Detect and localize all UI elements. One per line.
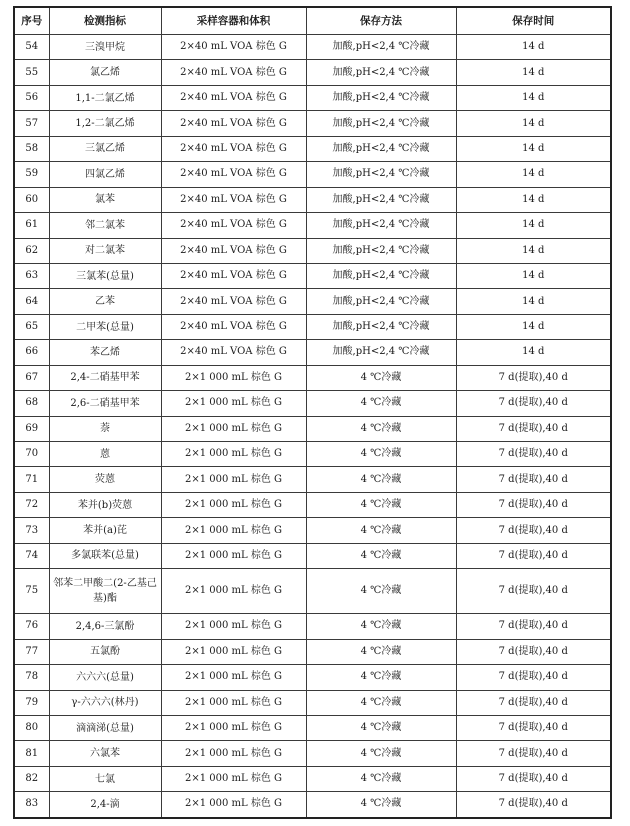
cell-no: 65 — [14, 314, 49, 339]
cell-preservation: 4 ℃冷藏 — [306, 792, 456, 818]
cell-preservation: 4 ℃冷藏 — [306, 741, 456, 766]
cell-indicator: 1,2-二氯乙烯 — [49, 111, 161, 136]
cell-preservation: 4 ℃冷藏 — [306, 715, 456, 740]
table-row — [14, 111, 611, 136]
cell-container: 2×1 000 mL 棕色 G — [161, 518, 306, 543]
cell-no: 55 — [14, 60, 49, 85]
cell-no: 59 — [14, 162, 49, 187]
cell-no: 66 — [14, 340, 49, 365]
cell-container: 2×40 mL VOA 棕色 G — [161, 263, 306, 288]
cell-preservation: 加酸,pH<2,4 ℃冷藏 — [306, 60, 456, 85]
cell-time: 7 d(提取),40 d — [456, 543, 611, 568]
cell-indicator: 萘 — [49, 416, 161, 441]
cell-indicator: 乙苯 — [49, 289, 161, 314]
cell-indicator: 苯乙烯 — [49, 340, 161, 365]
cell-container: 2×1 000 mL 棕色 G — [161, 690, 306, 715]
cell-indicator: γ-六六六(林丹) — [49, 690, 161, 715]
cell-container: 2×40 mL VOA 棕色 G — [161, 162, 306, 187]
table-row — [14, 289, 611, 314]
table-header — [14, 7, 611, 35]
preservation-table — [13, 6, 612, 819]
table-row — [14, 518, 611, 543]
cell-container: 2×1 000 mL 棕色 G — [161, 416, 306, 441]
cell-no: 67 — [14, 365, 49, 390]
cell-indicator: 邻苯二甲酸二(2-乙基己基)酯 — [49, 569, 161, 614]
table-row — [14, 365, 611, 390]
cell-container: 2×1 000 mL 棕色 G — [161, 766, 306, 791]
cell-time: 7 d(提取),40 d — [456, 365, 611, 390]
cell-preservation: 加酸,pH<2,4 ℃冷藏 — [306, 289, 456, 314]
cell-time: 14 d — [456, 136, 611, 161]
table-row — [14, 614, 611, 639]
cell-indicator: 七氯 — [49, 766, 161, 791]
cell-preservation: 4 ℃冷藏 — [306, 690, 456, 715]
cell-no: 64 — [14, 289, 49, 314]
cell-container: 2×1 000 mL 棕色 G — [161, 391, 306, 416]
cell-no: 81 — [14, 741, 49, 766]
cell-no: 72 — [14, 492, 49, 517]
cell-indicator: 五氯酚 — [49, 639, 161, 664]
header-preservation: 保存方法 — [306, 7, 456, 35]
cell-indicator: 多氯联苯(总量) — [49, 543, 161, 568]
table-row — [14, 263, 611, 288]
cell-no: 57 — [14, 111, 49, 136]
table-row — [14, 238, 611, 263]
cell-time: 7 d(提取),40 d — [456, 690, 611, 715]
header-indicator: 检测指标 — [49, 7, 161, 35]
cell-preservation: 加酸,pH<2,4 ℃冷藏 — [306, 162, 456, 187]
cell-time: 14 d — [456, 238, 611, 263]
cell-preservation: 4 ℃冷藏 — [306, 665, 456, 690]
cell-time: 7 d(提取),40 d — [456, 442, 611, 467]
cell-container: 2×1 000 mL 棕色 G — [161, 665, 306, 690]
cell-container: 2×1 000 mL 棕色 G — [161, 442, 306, 467]
cell-indicator: 对二氯苯 — [49, 238, 161, 263]
cell-time: 14 d — [456, 187, 611, 212]
cell-preservation: 4 ℃冷藏 — [306, 543, 456, 568]
table-row — [14, 690, 611, 715]
header-time: 保存时间 — [456, 7, 611, 35]
cell-time: 14 d — [456, 60, 611, 85]
cell-container: 2×1 000 mL 棕色 G — [161, 492, 306, 517]
header-row — [14, 7, 611, 35]
cell-container: 2×40 mL VOA 棕色 G — [161, 35, 306, 60]
header-no: 序号 — [14, 7, 49, 35]
cell-indicator: 荧蒽 — [49, 467, 161, 492]
cell-preservation: 4 ℃冷藏 — [306, 467, 456, 492]
cell-container: 2×1 000 mL 棕色 G — [161, 543, 306, 568]
cell-indicator: 二甲苯(总量) — [49, 314, 161, 339]
cell-no: 76 — [14, 614, 49, 639]
cell-indicator: 蒽 — [49, 442, 161, 467]
table-row — [14, 391, 611, 416]
cell-container: 2×1 000 mL 棕色 G — [161, 741, 306, 766]
cell-indicator: 2,4-二硝基甲苯 — [49, 365, 161, 390]
cell-preservation: 4 ℃冷藏 — [306, 391, 456, 416]
cell-indicator: 四氯乙烯 — [49, 162, 161, 187]
cell-time: 7 d(提取),40 d — [456, 665, 611, 690]
cell-container: 2×1 000 mL 棕色 G — [161, 792, 306, 818]
table-row — [14, 467, 611, 492]
cell-indicator: 1,1-二氯乙烯 — [49, 85, 161, 110]
cell-no: 75 — [14, 569, 49, 614]
cell-time: 14 d — [456, 85, 611, 110]
table-row — [14, 314, 611, 339]
cell-preservation: 4 ℃冷藏 — [306, 766, 456, 791]
cell-indicator: 三氯乙烯 — [49, 136, 161, 161]
cell-container: 2×40 mL VOA 棕色 G — [161, 187, 306, 212]
cell-no: 61 — [14, 213, 49, 238]
table-body — [14, 35, 611, 818]
table-row — [14, 665, 611, 690]
cell-preservation: 加酸,pH<2,4 ℃冷藏 — [306, 238, 456, 263]
cell-time: 14 d — [456, 340, 611, 365]
cell-time: 7 d(提取),40 d — [456, 614, 611, 639]
table-row — [14, 766, 611, 791]
cell-no: 79 — [14, 690, 49, 715]
cell-no: 74 — [14, 543, 49, 568]
table-row — [14, 136, 611, 161]
cell-no: 60 — [14, 187, 49, 212]
cell-time: 14 d — [456, 213, 611, 238]
cell-container: 2×40 mL VOA 棕色 G — [161, 340, 306, 365]
cell-no: 62 — [14, 238, 49, 263]
cell-indicator: 苯并(b)荧蒽 — [49, 492, 161, 517]
cell-indicator: 滴滴涕(总量) — [49, 715, 161, 740]
cell-indicator: 三氯苯(总量) — [49, 263, 161, 288]
cell-time: 7 d(提取),40 d — [456, 715, 611, 740]
cell-time: 14 d — [456, 263, 611, 288]
cell-indicator: 2,4-滴 — [49, 792, 161, 818]
cell-time: 7 d(提取),40 d — [456, 792, 611, 818]
cell-container: 2×40 mL VOA 棕色 G — [161, 60, 306, 85]
cell-container: 2×1 000 mL 棕色 G — [161, 467, 306, 492]
table-row — [14, 715, 611, 740]
cell-no: 63 — [14, 263, 49, 288]
cell-no: 69 — [14, 416, 49, 441]
cell-time: 7 d(提取),40 d — [456, 467, 611, 492]
cell-container: 2×40 mL VOA 棕色 G — [161, 238, 306, 263]
cell-indicator: 2,6-二硝基甲苯 — [49, 391, 161, 416]
cell-container: 2×40 mL VOA 棕色 G — [161, 213, 306, 238]
cell-no: 77 — [14, 639, 49, 664]
cell-container: 2×40 mL VOA 棕色 G — [161, 136, 306, 161]
cell-no: 80 — [14, 715, 49, 740]
cell-indicator: 六氯苯 — [49, 741, 161, 766]
cell-preservation: 加酸,pH<2,4 ℃冷藏 — [306, 85, 456, 110]
cell-time: 14 d — [456, 111, 611, 136]
cell-preservation: 加酸,pH<2,4 ℃冷藏 — [306, 314, 456, 339]
cell-time: 14 d — [456, 35, 611, 60]
cell-container: 2×1 000 mL 棕色 G — [161, 365, 306, 390]
cell-no: 68 — [14, 391, 49, 416]
cell-container: 2×40 mL VOA 棕色 G — [161, 111, 306, 136]
cell-indicator: 苯并(a)芘 — [49, 518, 161, 543]
cell-indicator: 氯苯 — [49, 187, 161, 212]
cell-indicator: 六六六(总量) — [49, 665, 161, 690]
table-row — [14, 213, 611, 238]
cell-preservation: 4 ℃冷藏 — [306, 569, 456, 614]
table-row — [14, 543, 611, 568]
cell-time: 7 d(提取),40 d — [456, 391, 611, 416]
cell-container: 2×40 mL VOA 棕色 G — [161, 289, 306, 314]
cell-container: 2×40 mL VOA 棕色 G — [161, 85, 306, 110]
cell-no: 56 — [14, 85, 49, 110]
cell-preservation: 4 ℃冷藏 — [306, 492, 456, 517]
cell-preservation: 4 ℃冷藏 — [306, 639, 456, 664]
header-container: 采样容器和体积 — [161, 7, 306, 35]
table-row — [14, 416, 611, 441]
cell-indicator: 2,4,6-三氯酚 — [49, 614, 161, 639]
cell-preservation: 加酸,pH<2,4 ℃冷藏 — [306, 136, 456, 161]
table-row — [14, 492, 611, 517]
cell-indicator: 邻二氯苯 — [49, 213, 161, 238]
cell-preservation: 4 ℃冷藏 — [306, 614, 456, 639]
table-row — [14, 85, 611, 110]
cell-time: 14 d — [456, 162, 611, 187]
table-row — [14, 187, 611, 212]
cell-indicator: 氯乙烯 — [49, 60, 161, 85]
cell-preservation: 加酸,pH<2,4 ℃冷藏 — [306, 263, 456, 288]
cell-preservation: 4 ℃冷藏 — [306, 365, 456, 390]
cell-time: 7 d(提取),40 d — [456, 569, 611, 614]
cell-preservation: 加酸,pH<2,4 ℃冷藏 — [306, 213, 456, 238]
cell-no: 71 — [14, 467, 49, 492]
cell-time: 7 d(提取),40 d — [456, 741, 611, 766]
cell-time: 7 d(提取),40 d — [456, 639, 611, 664]
table-row — [14, 442, 611, 467]
cell-time: 7 d(提取),40 d — [456, 416, 611, 441]
cell-indicator: 三溴甲烷 — [49, 35, 161, 60]
cell-no: 78 — [14, 665, 49, 690]
cell-no: 54 — [14, 35, 49, 60]
cell-time: 7 d(提取),40 d — [456, 518, 611, 543]
table-row — [14, 639, 611, 664]
table-row — [14, 162, 611, 187]
cell-no: 73 — [14, 518, 49, 543]
cell-preservation: 4 ℃冷藏 — [306, 416, 456, 441]
cell-no: 70 — [14, 442, 49, 467]
cell-container: 2×1 000 mL 棕色 G — [161, 614, 306, 639]
cell-preservation: 加酸,pH<2,4 ℃冷藏 — [306, 111, 456, 136]
cell-time: 14 d — [456, 289, 611, 314]
cell-preservation: 加酸,pH<2,4 ℃冷藏 — [306, 187, 456, 212]
cell-preservation: 4 ℃冷藏 — [306, 442, 456, 467]
table-row — [14, 35, 611, 60]
cell-preservation: 加酸,pH<2,4 ℃冷藏 — [306, 35, 456, 60]
cell-no: 82 — [14, 766, 49, 791]
cell-container: 2×1 000 mL 棕色 G — [161, 639, 306, 664]
cell-time: 7 d(提取),40 d — [456, 766, 611, 791]
table-row — [14, 569, 611, 614]
cell-container: 2×40 mL VOA 棕色 G — [161, 314, 306, 339]
table-row — [14, 741, 611, 766]
cell-time: 14 d — [456, 314, 611, 339]
cell-time: 7 d(提取),40 d — [456, 492, 611, 517]
table-row — [14, 340, 611, 365]
table-row — [14, 60, 611, 85]
table-row — [14, 792, 611, 818]
cell-container: 2×1 000 mL 棕色 G — [161, 569, 306, 614]
cell-container: 2×1 000 mL 棕色 G — [161, 715, 306, 740]
cell-preservation: 加酸,pH<2,4 ℃冷藏 — [306, 340, 456, 365]
cell-preservation: 4 ℃冷藏 — [306, 518, 456, 543]
cell-no: 58 — [14, 136, 49, 161]
cell-no: 83 — [14, 792, 49, 818]
